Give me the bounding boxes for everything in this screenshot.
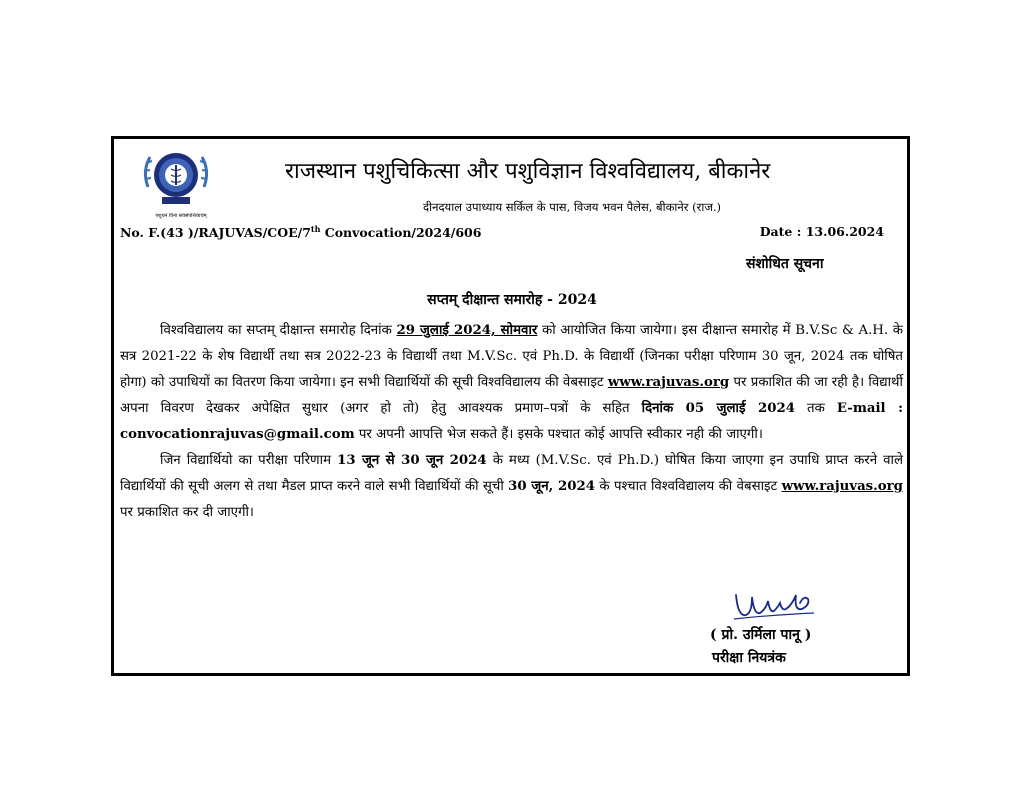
- objection-deadline: दिनांक 05 जुलाई 2024: [641, 401, 795, 416]
- website-link-2[interactable]: www.rajuvas.org: [781, 479, 903, 494]
- ref-prefix: No. F.(43 )/RAJUVAS/COE/7: [120, 225, 311, 241]
- p1-text-2: को आयोजित किया जायेगा। इस दीक्षान्त समारोह में B.V.Sc & A.H. के सत्र 2021-22 के शेष विद्यार्थी तथा सत्र 2022-23 के विद्यार्थी तथा M.V.Sc. एवं Ph.D. के विद्यार्थी (जिनका परीक्षा परिणाम 30 जून, 2024 तक घोषित होगा) को उपाधियों का वितरण किया जायेगा। इन सभी विद्यार्थियों की सूची विश्वविद्यालय की वेबसाइट: [120, 323, 903, 390]
- p2-text-2: के मध्य (M.V.Sc. एवं Ph.D.) घोषित किया जाएगा इन उपाधि प्राप्त करने वाले विद्यार्थियों की सूची अलग से तथा मैडल प्राप्त करने वाले सभी विद्यार्थियों की सूची: [120, 453, 903, 494]
- signature-icon: [730, 585, 820, 625]
- signatory-designation: परीक्षा नियत्रंक: [712, 650, 786, 666]
- ref-suffix: Convocation/2024/606: [320, 225, 482, 241]
- reference-number: [120, 224, 481, 240]
- paragraph-2: [120, 448, 903, 526]
- list-date: 30 जून, 2024: [508, 479, 596, 494]
- p1-text-4: तक: [794, 401, 837, 416]
- university-name: राजस्थान पशुचिकित्सा और पशुविज्ञान विश्वविद्यालय, बीकानेर: [285, 159, 771, 184]
- university-address: दीनदयाल उपाध्याय सर्किल के पास, विजय भवन पैलेस, बीकानेर (राज.): [422, 200, 721, 214]
- university-motto: पशुधनं विना सर्वसंपत्तिव्यर्थम्: [155, 213, 207, 219]
- p2-text-3: के पश्चात विश्वविद्यालय की वेबसाइट: [595, 479, 782, 494]
- p1-text-5: पर अपनी आपत्ति भेज सकते हैं। इसके पश्चात कोई आपत्ति स्वीकार नही की जाएगी।: [354, 427, 763, 442]
- p2-text-4: पर प्रकाशित कर दी जाएगी।: [120, 505, 254, 520]
- website-link[interactable]: www.rajuvas.org: [607, 375, 730, 390]
- result-date-range: 13 जून से 30 जून 2024: [337, 453, 487, 468]
- p2-text-1: जिन विद्यार्थियो का परीक्षा परिणाम: [160, 453, 338, 468]
- issue-date: Date : 13.06.2024: [759, 224, 884, 239]
- p1-text-1: विश्वविद्यालय का सप्तम् दीक्षान्त समारोह दिनांक: [160, 323, 397, 338]
- paragraph-1: [120, 318, 903, 448]
- p1-text-3: पर प्रकाशित की जा रही है। विद्यार्थी अपना विवरण देखकर अपेक्षित सुधार (अगर हो तो) हेतु आवश्यक प्रमाण–पत्रों के सहित: [120, 375, 903, 416]
- ref-sup: th: [310, 224, 321, 234]
- notice-type: संशोधित सूचना: [746, 256, 824, 272]
- signatory-name: ( प्रो. उर्मिला पानू ): [710, 627, 812, 643]
- notice-body: [120, 318, 903, 526]
- email-address[interactable]: E-mail : convocationrajuvas@gmail.com: [120, 401, 903, 442]
- convocation-date: 29 जुलाई 2024, सोमवार: [396, 323, 538, 338]
- notice-heading: सप्तम् दीक्षान्त समारोह - 2024: [427, 292, 597, 308]
